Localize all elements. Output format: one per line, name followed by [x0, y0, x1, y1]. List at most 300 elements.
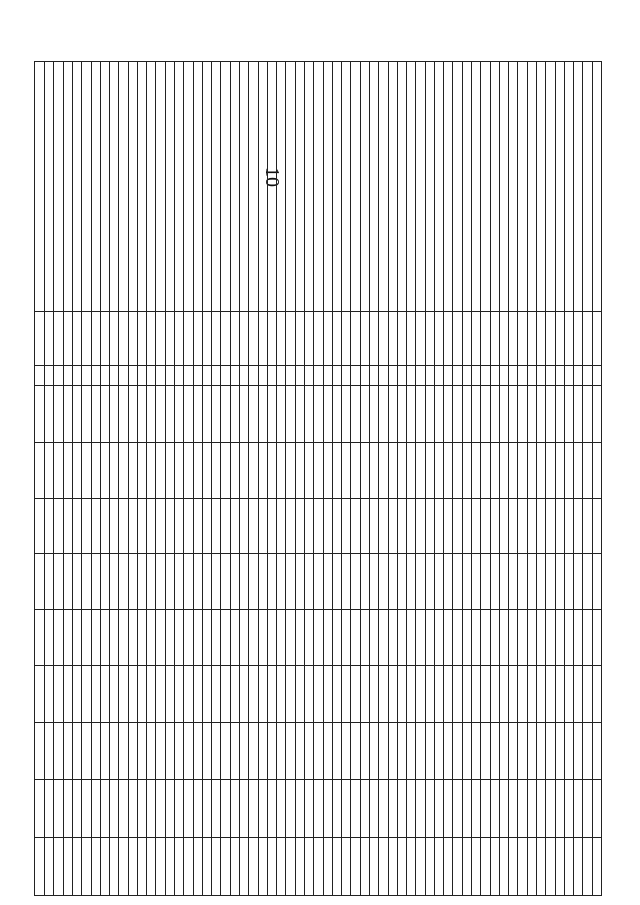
- row-value-cell: [351, 386, 360, 443]
- row-vr-cell: [305, 366, 314, 386]
- row-value-cell: [342, 666, 351, 723]
- row-code-cell: [230, 312, 239, 366]
- row-name-cell: [240, 62, 249, 312]
- row-value-cell: [546, 386, 555, 443]
- row-value-cell: [119, 838, 128, 896]
- row-value-cell: [407, 443, 416, 499]
- row-value-cell: [305, 499, 314, 554]
- row-value-cell: [574, 443, 583, 499]
- row-vr-cell: [453, 366, 462, 386]
- row-value-cell: [286, 610, 295, 666]
- row-name-cell: [583, 62, 592, 312]
- row-value-cell: [119, 499, 128, 554]
- row-value-cell: [434, 386, 443, 443]
- row-value-cell: [509, 554, 518, 610]
- row-vr-cell: [128, 366, 137, 386]
- row-code-cell: [342, 312, 351, 366]
- row-value-cell: [416, 780, 425, 838]
- row-value-cell: [286, 780, 295, 838]
- row-value-cell: [240, 610, 249, 666]
- row-value-cell: [499, 554, 508, 610]
- row-code-cell: [175, 312, 184, 366]
- row-value-cell: [462, 499, 471, 554]
- row-value-cell: [564, 443, 573, 499]
- row-value-cell: [407, 499, 416, 554]
- table-row: [175, 62, 184, 896]
- table-row: [397, 62, 406, 896]
- table-row: [91, 62, 100, 896]
- row-value-cell: [110, 780, 119, 838]
- row-value-cell: [481, 443, 490, 499]
- row-value-cell: [63, 610, 72, 666]
- row-value-cell: [128, 610, 137, 666]
- row-value-cell: [546, 666, 555, 723]
- row-value-cell: [277, 610, 286, 666]
- row-value-cell: [277, 386, 286, 443]
- row-value-cell: [45, 780, 54, 838]
- table-row: [258, 62, 267, 896]
- row-value-cell: [397, 499, 406, 554]
- row-value-cell: [490, 443, 499, 499]
- row-name-cell: [397, 62, 406, 312]
- row-value-cell: [323, 443, 332, 499]
- row-value-cell: [221, 780, 230, 838]
- row-value-cell: [202, 723, 211, 780]
- row-value-cell: [546, 838, 555, 896]
- row-name-cell: [147, 62, 156, 312]
- row-value-cell: [462, 610, 471, 666]
- row-name-cell: [434, 62, 443, 312]
- table-row: [277, 62, 286, 896]
- table-row: [286, 62, 295, 896]
- row-value-cell: [453, 723, 462, 780]
- row-value-cell: [137, 610, 146, 666]
- row-value-cell: [379, 499, 388, 554]
- table-row: [564, 62, 573, 896]
- row-name-cell: [35, 62, 45, 312]
- row-value-cell: [360, 610, 369, 666]
- row-value-cell: [425, 780, 434, 838]
- row-value-cell: [490, 554, 499, 610]
- row-value-cell: [221, 666, 230, 723]
- row-value-cell: [305, 780, 314, 838]
- table-row: [518, 62, 527, 896]
- table-row: [202, 62, 211, 896]
- row-code-cell: [481, 312, 490, 366]
- table-row: [72, 62, 81, 896]
- row-value-cell: [546, 610, 555, 666]
- table-row: [165, 62, 174, 896]
- row-value-cell: [555, 723, 564, 780]
- row-value-cell: [351, 780, 360, 838]
- row-value-cell: [564, 780, 573, 838]
- row-value-cell: [416, 499, 425, 554]
- row-value-cell: [202, 443, 211, 499]
- row-vr-cell: [527, 366, 536, 386]
- row-value-cell: [425, 499, 434, 554]
- table-row: [360, 62, 369, 896]
- row-value-cell: [147, 666, 156, 723]
- row-vr-cell: [342, 366, 351, 386]
- row-value-cell: [110, 610, 119, 666]
- row-value-cell: [305, 666, 314, 723]
- row-name-cell: [277, 62, 286, 312]
- table-row: [184, 62, 193, 896]
- row-value-cell: [574, 838, 583, 896]
- row-name-cell: [212, 62, 221, 312]
- row-value-cell: [82, 666, 91, 723]
- row-value-cell: [425, 554, 434, 610]
- row-value-cell: [379, 386, 388, 443]
- row-value-cell: [425, 386, 434, 443]
- row-value-cell: [583, 780, 592, 838]
- row-value-cell: [184, 386, 193, 443]
- row-value-cell: [45, 499, 54, 554]
- row-value-cell: [54, 554, 63, 610]
- row-vr-cell: [54, 366, 63, 386]
- row-value-cell: [527, 780, 536, 838]
- row-value-cell: [193, 499, 202, 554]
- row-code-cell: [332, 312, 341, 366]
- row-value-cell: [555, 443, 564, 499]
- row-value-cell: [434, 780, 443, 838]
- row-name-cell: [258, 62, 267, 312]
- row-value-cell: [444, 666, 453, 723]
- row-value-cell: [202, 780, 211, 838]
- row-value-cell: [54, 386, 63, 443]
- row-value-cell: [332, 554, 341, 610]
- table-row: [45, 62, 54, 896]
- row-value-cell: [314, 780, 323, 838]
- row-vr-cell: [332, 366, 341, 386]
- row-value-cell: [91, 723, 100, 780]
- row-value-cell: [286, 723, 295, 780]
- row-value-cell: [175, 443, 184, 499]
- row-value-cell: [332, 666, 341, 723]
- row-value-cell: [110, 723, 119, 780]
- row-value-cell: [295, 666, 304, 723]
- row-value-cell: [230, 386, 239, 443]
- row-value-cell: [137, 554, 146, 610]
- row-value-cell: [314, 443, 323, 499]
- row-value-cell: [91, 554, 100, 610]
- row-value-cell: [221, 499, 230, 554]
- row-name-cell: [119, 62, 128, 312]
- row-code-cell: [305, 312, 314, 366]
- row-value-cell: [314, 554, 323, 610]
- row-value-cell: [184, 780, 193, 838]
- row-value-cell: [314, 838, 323, 896]
- row-value-cell: [323, 723, 332, 780]
- row-value-cell: [388, 386, 397, 443]
- table-row: [369, 62, 378, 896]
- row-value-cell: [240, 723, 249, 780]
- row-code-cell: [147, 312, 156, 366]
- row-value-cell: [453, 780, 462, 838]
- row-value-cell: [165, 723, 174, 780]
- row-value-cell: [490, 610, 499, 666]
- row-value-cell: [416, 443, 425, 499]
- row-value-cell: [295, 610, 304, 666]
- row-value-cell: [35, 780, 45, 838]
- table-row: [407, 62, 416, 896]
- row-code-cell: [518, 312, 527, 366]
- row-code-cell: [416, 312, 425, 366]
- row-value-cell: [509, 838, 518, 896]
- row-value-cell: [416, 554, 425, 610]
- row-code-cell: [82, 312, 91, 366]
- row-value-cell: [527, 443, 536, 499]
- row-value-cell: [425, 443, 434, 499]
- row-value-cell: [175, 499, 184, 554]
- row-value-cell: [416, 838, 425, 896]
- row-code-cell: [54, 312, 63, 366]
- row-value-cell: [555, 838, 564, 896]
- row-value-cell: [462, 666, 471, 723]
- row-value-cell: [332, 723, 341, 780]
- row-code-cell: [45, 312, 54, 366]
- row-value-cell: [45, 443, 54, 499]
- row-value-cell: [156, 443, 165, 499]
- row-value-cell: [323, 386, 332, 443]
- table-row: [592, 62, 601, 896]
- row-value-cell: [527, 666, 536, 723]
- row-name-cell: [202, 62, 211, 312]
- row-value-cell: [147, 838, 156, 896]
- row-value-cell: [175, 666, 184, 723]
- row-vr-cell: [258, 366, 267, 386]
- page-number: 10: [261, 167, 283, 187]
- row-value-cell: [286, 838, 295, 896]
- row-value-cell: [407, 723, 416, 780]
- table-row: [472, 62, 481, 896]
- row-value-cell: [212, 838, 221, 896]
- table-row: [434, 62, 443, 896]
- row-value-cell: [369, 610, 378, 666]
- row-value-cell: [202, 386, 211, 443]
- row-value-cell: [100, 723, 109, 780]
- table-row: [54, 62, 63, 896]
- row-value-cell: [472, 554, 481, 610]
- row-value-cell: [137, 780, 146, 838]
- row-value-cell: [444, 780, 453, 838]
- row-value-cell: [407, 780, 416, 838]
- row-value-cell: [407, 554, 416, 610]
- row-value-cell: [63, 723, 72, 780]
- row-name-cell: [193, 62, 202, 312]
- row-code-cell: [546, 312, 555, 366]
- table-row: [332, 62, 341, 896]
- row-value-cell: [110, 666, 119, 723]
- row-value-cell: [175, 610, 184, 666]
- row-value-cell: [518, 386, 527, 443]
- row-vr-cell: [212, 366, 221, 386]
- row-value-cell: [342, 610, 351, 666]
- row-value-cell: [453, 386, 462, 443]
- row-value-cell: [258, 443, 267, 499]
- row-value-cell: [388, 554, 397, 610]
- row-value-cell: [277, 838, 286, 896]
- row-value-cell: [100, 443, 109, 499]
- row-value-cell: [518, 443, 527, 499]
- row-value-cell: [583, 723, 592, 780]
- row-value-cell: [499, 386, 508, 443]
- row-name-cell: [527, 62, 536, 312]
- row-value-cell: [434, 838, 443, 896]
- row-vr-cell: [564, 366, 573, 386]
- row-value-cell: [546, 554, 555, 610]
- row-value-cell: [397, 610, 406, 666]
- table-row: [212, 62, 221, 896]
- table-row: [110, 62, 119, 896]
- table-row: [555, 62, 564, 896]
- row-vr-cell: [360, 366, 369, 386]
- row-code-cell: [537, 312, 546, 366]
- row-value-cell: [267, 386, 276, 443]
- row-value-cell: [360, 666, 369, 723]
- row-value-cell: [546, 780, 555, 838]
- row-value-cell: [147, 554, 156, 610]
- row-code-cell: [156, 312, 165, 366]
- row-value-cell: [564, 610, 573, 666]
- row-vr-cell: [537, 366, 546, 386]
- row-value-cell: [165, 499, 174, 554]
- row-value-cell: [258, 499, 267, 554]
- row-value-cell: [110, 554, 119, 610]
- row-value-cell: [258, 610, 267, 666]
- row-value-cell: [82, 554, 91, 610]
- row-value-cell: [407, 386, 416, 443]
- row-code-cell: [258, 312, 267, 366]
- row-value-cell: [453, 666, 462, 723]
- row-value-cell: [462, 723, 471, 780]
- row-value-cell: [165, 666, 174, 723]
- row-code-cell: [35, 312, 45, 366]
- row-value-cell: [45, 610, 54, 666]
- row-value-cell: [564, 554, 573, 610]
- row-name-cell: [128, 62, 137, 312]
- row-code-cell: [314, 312, 323, 366]
- row-value-cell: [592, 499, 601, 554]
- row-vr-cell: [416, 366, 425, 386]
- row-value-cell: [212, 610, 221, 666]
- row-value-cell: [509, 723, 518, 780]
- row-value-cell: [267, 499, 276, 554]
- row-value-cell: [91, 499, 100, 554]
- row-value-cell: [175, 723, 184, 780]
- row-value-cell: [397, 554, 406, 610]
- row-value-cell: [230, 666, 239, 723]
- row-value-cell: [295, 838, 304, 896]
- row-value-cell: [72, 386, 81, 443]
- row-value-cell: [564, 499, 573, 554]
- row-code-cell: [91, 312, 100, 366]
- row-value-cell: [202, 554, 211, 610]
- row-name-cell: [388, 62, 397, 312]
- row-value-cell: [100, 666, 109, 723]
- row-value-cell: [574, 723, 583, 780]
- row-value-cell: [537, 666, 546, 723]
- row-value-cell: [332, 780, 341, 838]
- row-value-cell: [369, 386, 378, 443]
- row-value-cell: [416, 723, 425, 780]
- row-value-cell: [202, 499, 211, 554]
- row-value-cell: [82, 386, 91, 443]
- row-value-cell: [462, 554, 471, 610]
- row-value-cell: [379, 610, 388, 666]
- row-value-cell: [128, 838, 137, 896]
- row-value-cell: [434, 610, 443, 666]
- table-row: [388, 62, 397, 896]
- row-value-cell: [45, 386, 54, 443]
- table-row: [425, 62, 434, 896]
- row-vr-cell: [323, 366, 332, 386]
- row-value-cell: [323, 499, 332, 554]
- row-value-cell: [583, 443, 592, 499]
- row-value-cell: [35, 554, 45, 610]
- row-value-cell: [258, 838, 267, 896]
- row-name-cell: [592, 62, 601, 312]
- row-value-cell: [91, 838, 100, 896]
- row-name-cell: [100, 62, 109, 312]
- row-value-cell: [305, 443, 314, 499]
- row-value-cell: [221, 443, 230, 499]
- row-value-cell: [537, 443, 546, 499]
- row-vr-cell: [295, 366, 304, 386]
- table-row: [537, 62, 546, 896]
- row-value-cell: [54, 723, 63, 780]
- row-value-cell: [156, 723, 165, 780]
- row-value-cell: [342, 443, 351, 499]
- row-name-cell: [537, 62, 546, 312]
- budget-table: [34, 61, 602, 896]
- row-value-cell: [444, 610, 453, 666]
- row-vr-cell: [425, 366, 434, 386]
- row-value-cell: [119, 780, 128, 838]
- row-name-cell: [332, 62, 341, 312]
- row-value-cell: [425, 666, 434, 723]
- row-value-cell: [490, 666, 499, 723]
- table-row: [137, 62, 146, 896]
- row-value-cell: [332, 610, 341, 666]
- row-value-cell: [305, 723, 314, 780]
- row-value-cell: [35, 499, 45, 554]
- row-name-cell: [184, 62, 193, 312]
- row-vr-cell: [249, 366, 258, 386]
- row-value-cell: [518, 666, 527, 723]
- row-value-cell: [249, 443, 258, 499]
- row-value-cell: [305, 386, 314, 443]
- row-value-cell: [63, 499, 72, 554]
- row-value-cell: [147, 386, 156, 443]
- row-value-cell: [54, 838, 63, 896]
- row-value-cell: [332, 386, 341, 443]
- row-value-cell: [156, 780, 165, 838]
- table-row: [267, 62, 276, 896]
- table-row: [546, 62, 555, 896]
- row-value-cell: [481, 499, 490, 554]
- table-row: [314, 62, 323, 896]
- row-value-cell: [574, 666, 583, 723]
- row-value-cell: [100, 838, 109, 896]
- table-row: [481, 62, 490, 896]
- table-row: [63, 62, 72, 896]
- row-value-cell: [425, 610, 434, 666]
- row-value-cell: [397, 780, 406, 838]
- row-value-cell: [110, 386, 119, 443]
- row-code-cell: [490, 312, 499, 366]
- table-row: [416, 62, 425, 896]
